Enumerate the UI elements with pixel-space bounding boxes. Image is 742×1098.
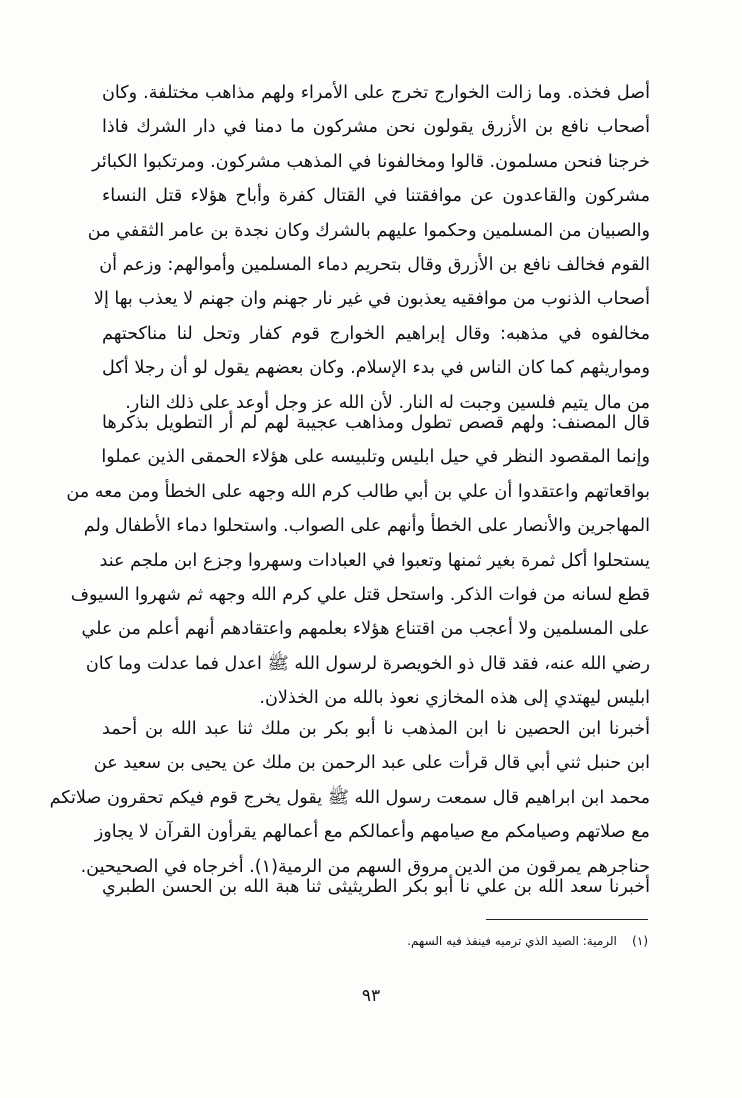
footnote-divider (486, 919, 648, 920)
text-line: المهاجرين والأنصار على الخطأ وأنهم على الصواب. واستحلوا دماء الأطفال ولم (83, 516, 650, 537)
text-line: ابن حنبل ثني أبي قال قرأت على عبد الرحمن بن ملك عن يحيى بن سعيد عن (93, 753, 650, 774)
paragraph-4 (102, 870, 650, 904)
text-line: وإنما المقصود النظر في حيل ابليس وتلبيسه على هؤلاء الحمقى الذين عملوا (101, 447, 650, 468)
page-number: ٩٣ (361, 986, 381, 1006)
text-line: مخالفوه في مذهبه: وقال إبراهيم الخوارج قوم كفار وتحل لنا مناكحتهم (102, 323, 650, 344)
text-line: قطع لسانه من فوات الذكر. واستحل قتل علي كرم الله وجهه ثم شهروا السيوف (70, 584, 650, 605)
text-line: يستحلوا أكل ثمرة بغير ثمنها وتعبوا في العبادات وسهروا وجزع ابن ملجم عند (99, 550, 650, 571)
text-line: أصحاب الذنوب من موافقيه يعذبون في غير نار جهنم وان جهنم لا يعذب بها إلا (93, 289, 650, 310)
footnote (300, 928, 648, 954)
paragraph-1 (87, 76, 650, 420)
paragraph-2 (66, 406, 650, 716)
paragraph-3 (49, 712, 650, 884)
text-line: ومواريثهم كما كان الناس في بدء الإسلام. وكان بعضهم يقول لو أن رجلا أكل (102, 358, 650, 379)
footnote-marker: (١) (632, 934, 648, 948)
text-line: أخبرنا ابن الحصين نا ابن المذهب نا أبو بكر بن ملك ثنا عبد الله بن أحمد (102, 719, 650, 739)
text-line: خرجنا فنحن مسلمون. قالوا ومخالفونا في المذهب مشركون. ومرتكبوا الكبائر (92, 151, 650, 172)
text-line: أصحاب نافع بن الأزرق يقولون نحن مشركون ما دمنا في دار الشرك فاذا (102, 117, 650, 138)
text-line: مع صلاتهم وصيامكم مع صيامهم وأعمالكم مع أعمالهم يقرأون القرآن لا يجاوز (94, 822, 650, 843)
text-line: من مال يتيم فلسين وجبت له النار. لأن الله عز وجل أوعد على ذلك النار. (125, 392, 650, 413)
text-line: والصبيان من المسلمين وحكموا عليهم بالشرك وكان نجدة بن عامر الثقفي من (87, 220, 650, 241)
text-line: أخبرنا سعد الله بن علي نا أبو بكر الطريثيثى ثنا هبة الله بن الحسن الطبري (102, 877, 650, 897)
text-line: أصل فخذه. وما زالت الخوارج تخرج على الأمراء ولهم مذاهب مختلفة. وكان (102, 83, 650, 103)
text-line: القوم فخالف نافع بن الأزرق وقال بتحريم دماء المسلمين وأموالهم: وزعم أن (99, 254, 650, 275)
text-line: محمد ابن ابراهيم قال سمعت رسول الله ﷺ يقول يخرج قوم فيكم تحقرون صلاتكم (49, 787, 650, 808)
text-line: مشركون والقاعدون عن موافقتنا في القتال كفرة وأباح هؤلاء قتل النساء (102, 186, 650, 207)
text-line: ابليس ليهتدي إلى هذه المخازي نعوذ بالله من الخذلان. (259, 688, 650, 709)
text-line: رضي الله عنه، فقد قال ذو الخويصرة لرسول الله ﷺ اعدل فما عدلت وما كان (85, 653, 650, 674)
text-line: قال المصنف: ولهم قصص تطول ومذاهب عجيبة لهم لم أر التطويل بذكرها (102, 413, 650, 433)
text-line: بواقعاتهم واعتقدوا أن علي بن أبي طالب كرم الله وجهه على الخطأ ومن معه من (66, 481, 650, 502)
footnote-text: الرمية: الصيد الذي ترميه فينفذ فيه السهم. (407, 934, 617, 948)
text-line: على المسلمين ولا أعجب من اقتناع هؤلاء بعلمهم واعتقادهم أنهم أعلم من علي (81, 619, 650, 640)
text-line: حناجرهم يمرقون من الدين مروق السهم من الرمية(١). أخرجاه في الصحيحين. (80, 856, 650, 877)
